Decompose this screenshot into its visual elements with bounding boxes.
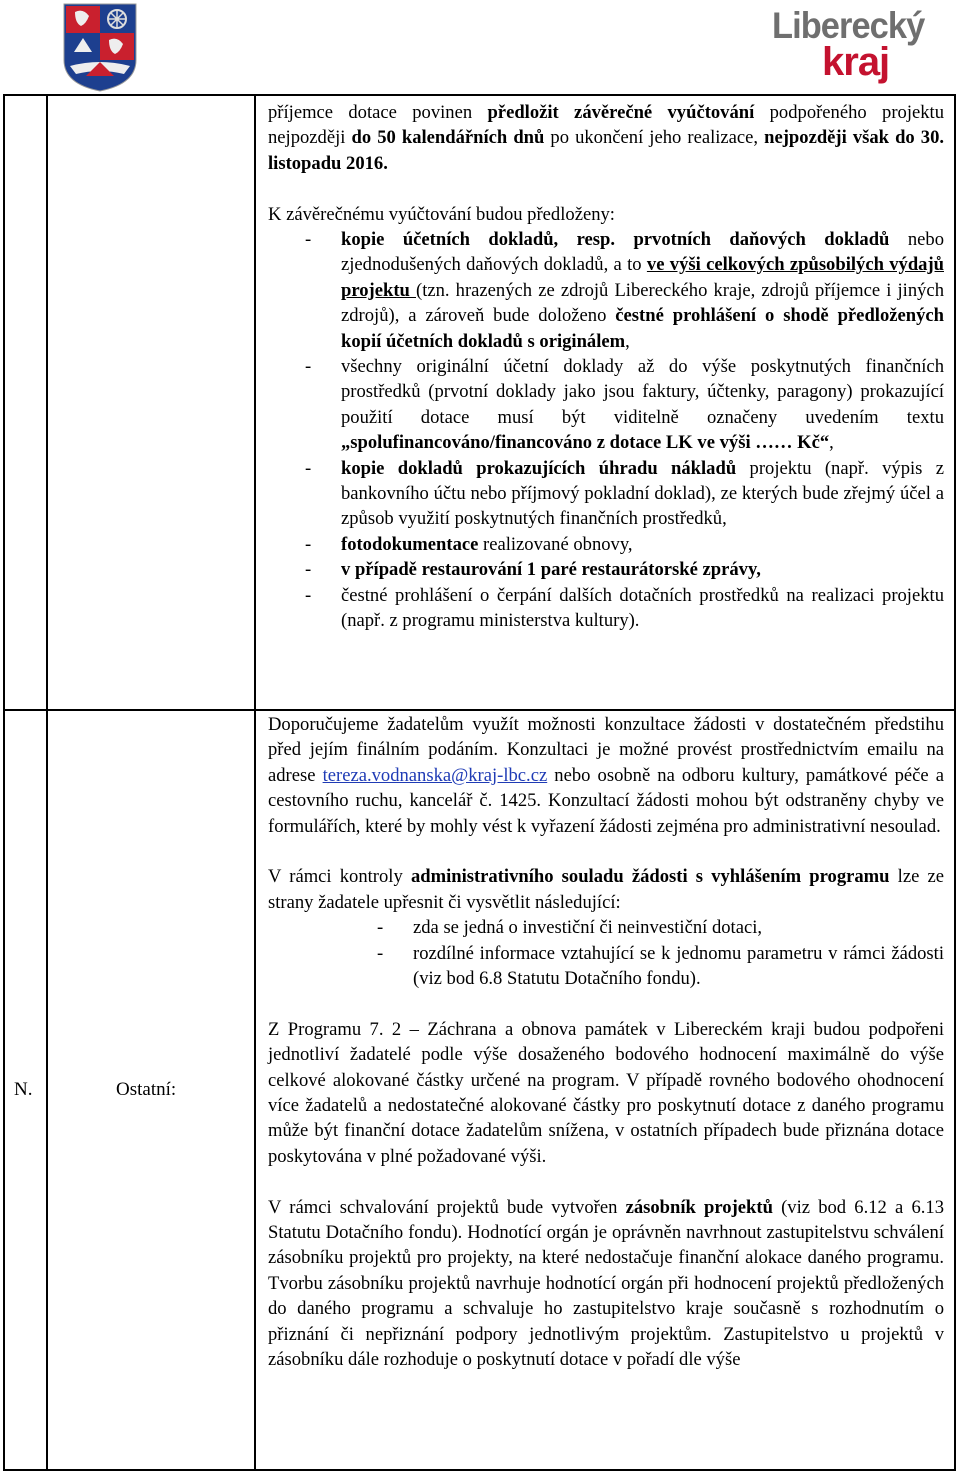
email-link[interactable]: tereza.vodnanska@kraj-lbc.cz xyxy=(322,764,548,786)
paragraph-project-reservoir: V rámci schvalování projektů bude vytvořen zásobník projektů (viz bod 6.12 a 6.13 Statutu Dotačního fondu). Hodnotící orgán je oprávněn navrhnout zastupitelstvu schválení zásobníku projektů pro projekty, na které nedostačuje finanční alokace daného programu. Tvorbu zásobníku projektů navrhuje hodnotící orgán při hodnocení projektů předložených do daného programu a schvaluje ho zastupitelstvo kraje současně s rozhodnutím o přiznání či nepřiznání podpory jednotlivým projektům. Zastupitelstvo u projektů v zásobníku dále rozhoduje o poskytnutí dotace v pořadí dle výše xyxy=(268,1196,945,1371)
row-label: Ostatní: xyxy=(116,1079,177,1100)
row-letter: N. xyxy=(14,1079,33,1100)
admin-check-list xyxy=(268,915,944,991)
paragraph-consultation: Doporučujeme žadatelům využít možnosti konzultace žádosti v dostatečném předstihu před jejím finálním podáním. Konzultaci je možné provést prostřednictvím emailu na adrese tereza.vodnanska@kraj-lbc.cz nebo osobně na odboru kultury, památkové péče a cestovního ruchu, kancelář č. 1425. Konzultací žádosti mohou být odstraněny chyby ve formulářích, které by mohly vést k vyřazení žádosti zejména pro administrativní nesoulad. xyxy=(268,714,944,837)
column-divider xyxy=(254,94,256,1471)
documents-list xyxy=(268,227,944,634)
list-item: - rozdílné informace vztahující se k jednomu parametru v rámci žádosti (viz bod 6.8 Statutu Dotačního fondu). xyxy=(268,941,944,992)
list-item: - fotodokumentace realizované obnovy, xyxy=(268,532,944,557)
list-item: - kopie dokladů prokazujících úhradu nákladů projektu (např. výpis z bankovního účtu nebo příjmový pokladní doklad), ze kterých bude zřejmý účel a způsob využití poskytnutých finančních prostředků, xyxy=(268,456,944,532)
paragraph-documents-intro: K závěrečnému vyúčtování budou předloženy: xyxy=(268,203,615,225)
list-item: - kopie účetních dokladů, resp. prvotních daňových dokladů nebo zjednodušených daňových dokladů, a to ve výši celkových způsobilých výdajů projektu (tzn. hrazených ze zdrojů Libereckého kraje, zdrojů příjemce i jiných zdrojů), a zároveň bude doloženo čestné prohlášení o shodě předložených kopií účetních dokladů s originálem, xyxy=(268,227,944,354)
list-item: - všechny originální účetní doklady až do výše poskytnutých finančních prostředků (prvotní doklady jako jsou faktury, účtenky, paragony) prokazující použití dotace musí být viditelně označeny uvedením textu „spolufinancováno/financováno z dotace LK ve výši …… Kč“, xyxy=(268,354,944,456)
list-item: - čestné prohlášení o čerpání dalších dotačních prostředků na realizaci projektu (např. z programu ministerstva kultury). xyxy=(268,583,944,634)
logo-line-1: Liberecký xyxy=(772,5,925,46)
cell-lower-content xyxy=(268,712,944,1373)
coat-of-arms-icon xyxy=(62,2,138,92)
paragraph-admin-check: V rámci kontroly administrativního souladu žádosti s vyhlášením programu lze ze strany žadatele upřesnit či vysvětlit následující: xyxy=(268,866,945,913)
list-item: - zda se jedná o investiční či neinvestiční dotaci, xyxy=(268,915,944,940)
logo-line-2: kraj xyxy=(822,40,890,84)
cell-upper-content xyxy=(268,100,944,634)
list-item: - v případě restaurování 1 paré restaurátorské zprávy, xyxy=(268,557,944,582)
paragraph-program-support: Z Programu 7. 2 – Záchrana a obnova památek v Libereckém kraji budou podpořeni jednotliví žadatelé podle výše dosaženého bodového hodnocení maximálně do výše celkové alokované částky určené na program. V případě rovného bodového ohodnocení více žadatelů a nedostatečné alokované částky pro poskytnutí dotace z daného programu může být finanční dotace žadatelům snížena, v ostatních případech bude přiznána dotace poskytována v plné požadované výši. xyxy=(268,1018,944,1167)
row-divider xyxy=(3,709,956,711)
paragraph-final-report: příjemce dotace povinen předložit závěrečné vyúčtování podpořeného projektu nejpozději do 50 kalendářních dnů po ukončení jeho realizace, nejpozději však do 30. listopadu 2016. xyxy=(268,102,945,174)
region-logo xyxy=(768,6,928,86)
column-divider xyxy=(46,94,48,1471)
